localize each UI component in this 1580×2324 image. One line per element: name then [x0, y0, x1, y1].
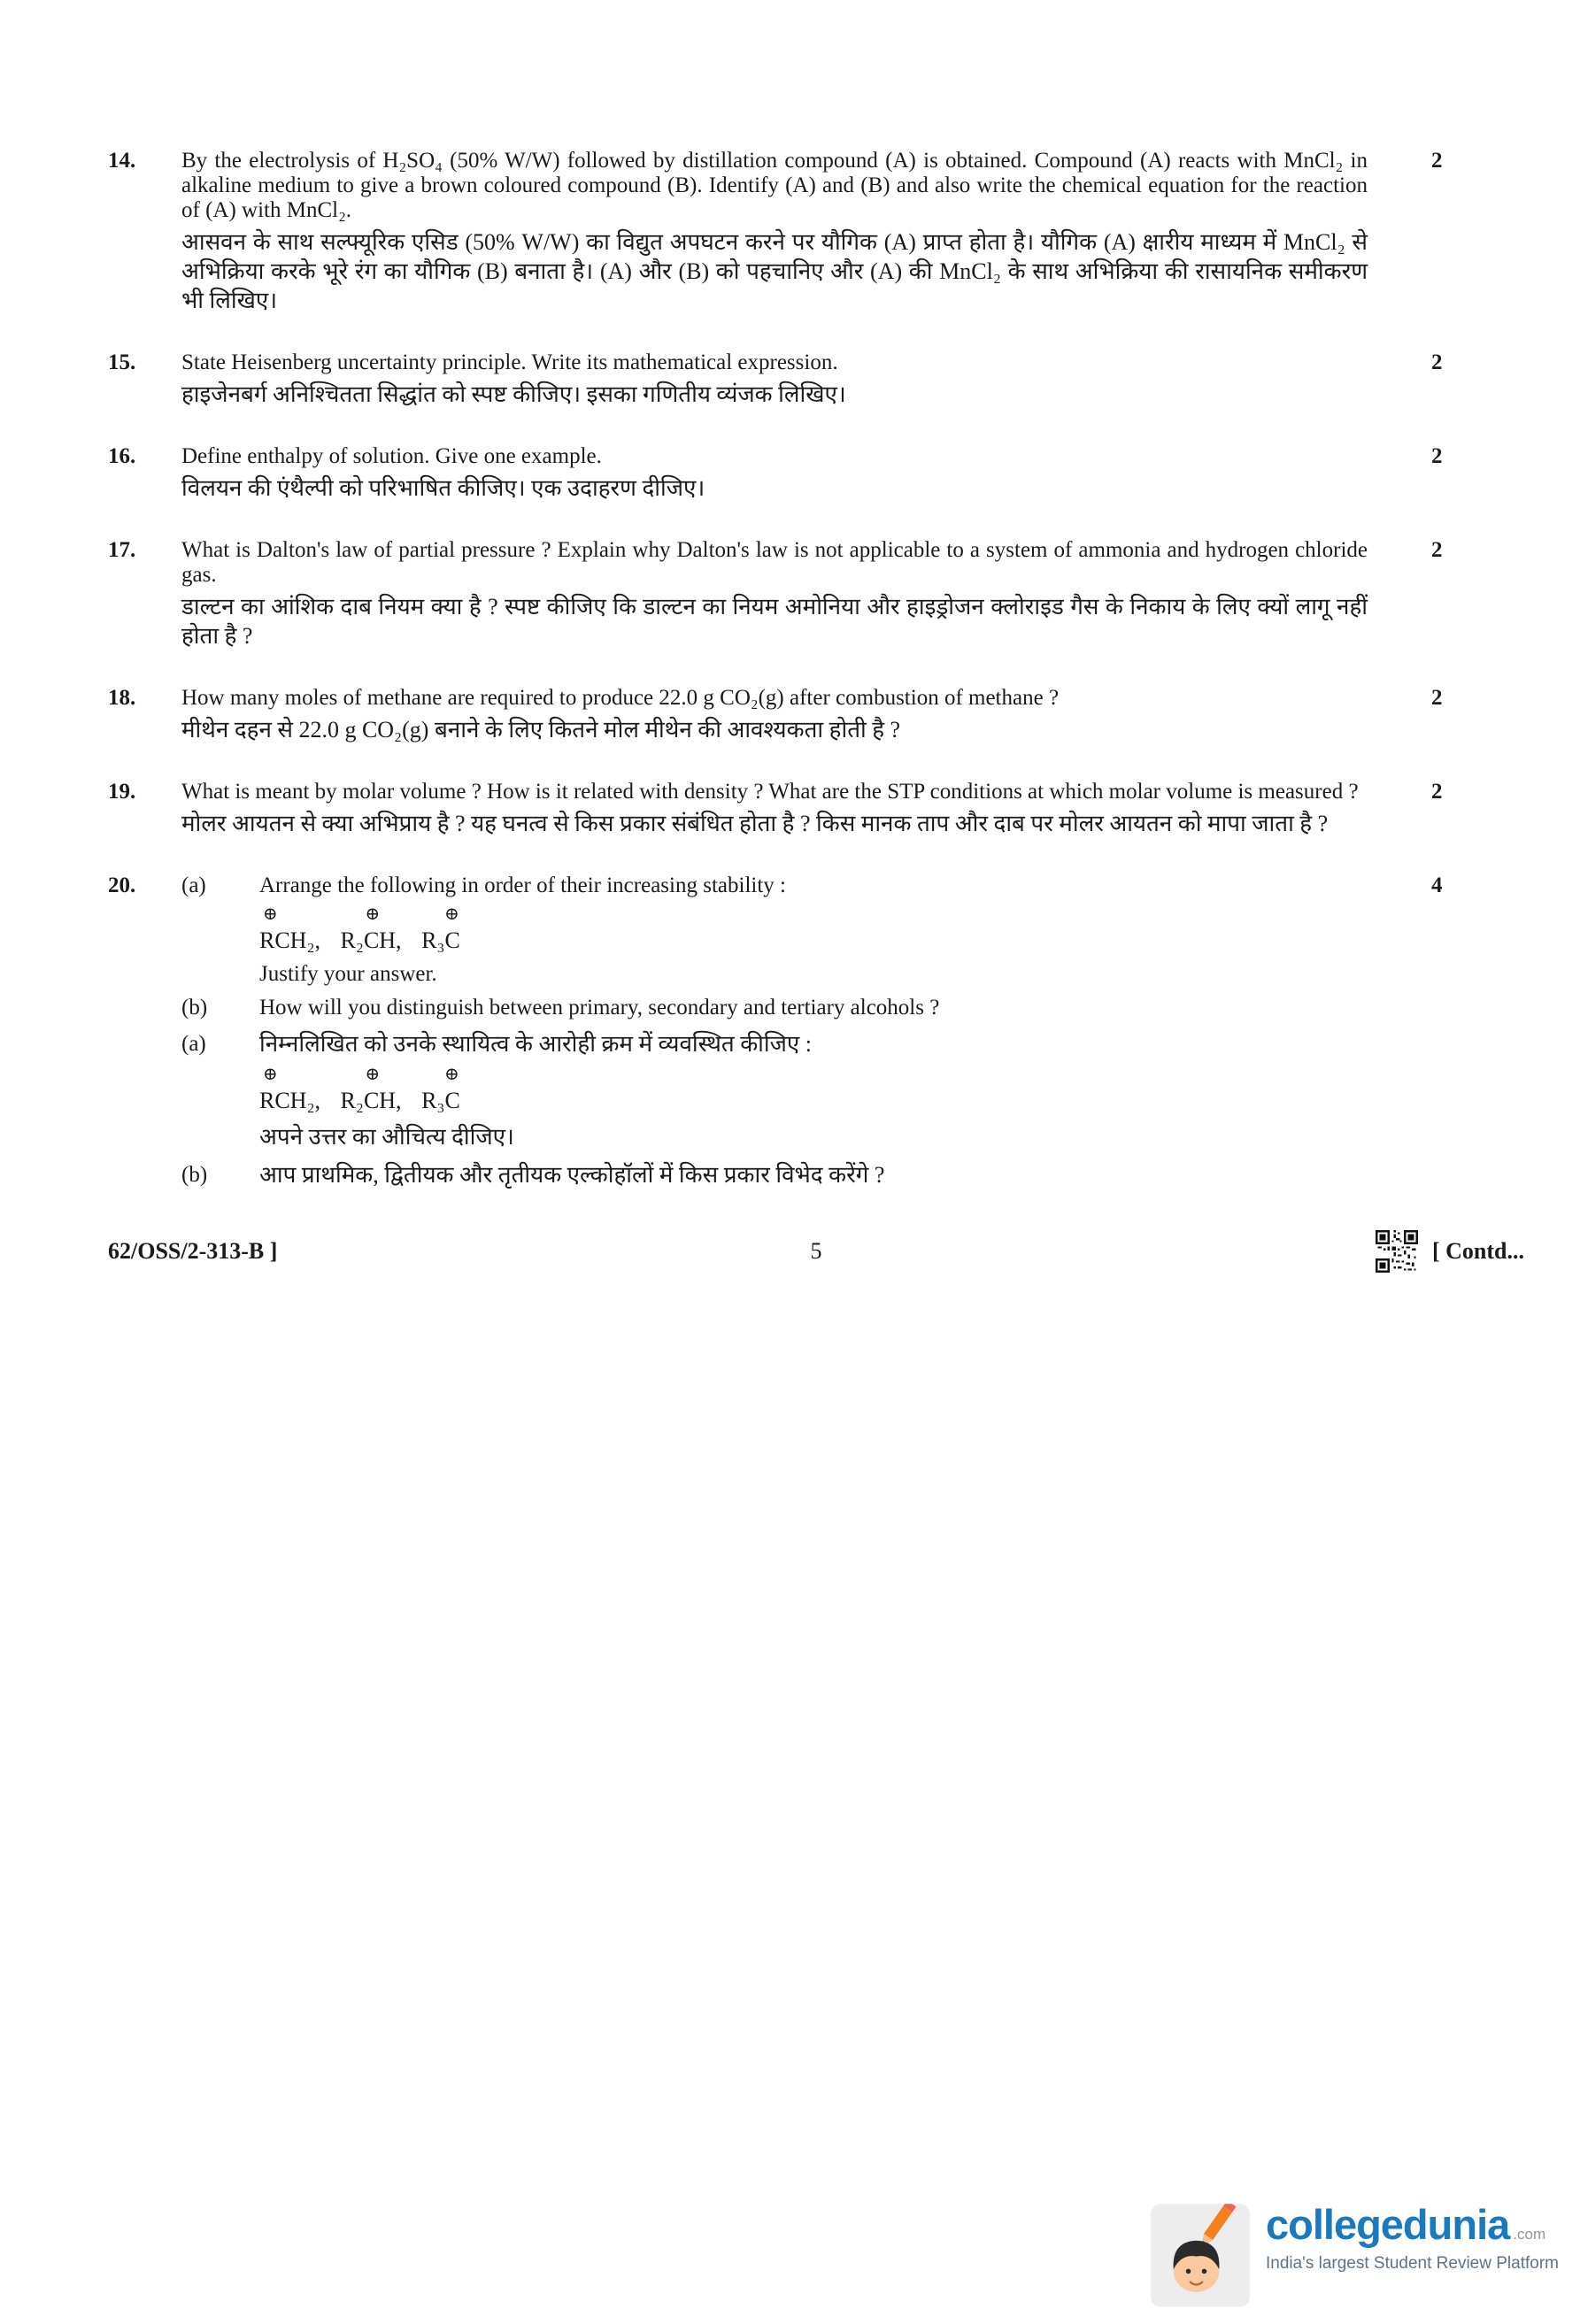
question-text-hindi: आसवन के साथ सल्फ्यूरिक एसिड (50% W/W) का विद्युत अपघटन करने पर यौगिक (A) प्राप्त होता है। यौगिक (A) क्षारीय माध्यम में MnCl₂ से अभिक्रिया करके भूरे रंग का यौगिक (B) बनाता है। (A) और (B) को पहचानिए और (A) की MnCl₂ के साथ अभिक्रिया की रासायनिक समीकरण भी लिखिए।: [181, 229, 1368, 313]
question-text-hindi: मीथेन दहन से 22.0 g CO₂(g) बनाने के लिए कितने मोल मीथेन की आवश्यकता होती है ?: [181, 717, 901, 743]
part-label: (a): [181, 873, 206, 897]
collegedunia-mascot-icon: [1151, 2204, 1250, 2312]
question-body: [181, 149, 1368, 315]
question-text-hindi: विलयन की एंथैल्पी को परिभाषित कीजिए। एक उदाहरण दीजिए।: [181, 475, 705, 501]
question-body: [181, 873, 1368, 1189]
circled-plus-icon: ⊕: [263, 1065, 278, 1084]
question-number: 17.: [108, 538, 136, 562]
question-20-part-b-hindi: [181, 1160, 1368, 1189]
questions-area: [108, 149, 1524, 1273]
question-text-hindi: डाल्टन का आंशिक दाब नियम क्या है ? स्पष्ट कीजिए कि डाल्टन का नियम अमोनिया और हाइड्रोजन क्लोराइड गैस के निकाय के लिए क्यों लागू नहीं होता है ?: [181, 594, 1368, 649]
question-16: [108, 444, 1524, 503]
question-20-part-a-hindi: [181, 1029, 1368, 1151]
page-footer: [108, 1230, 1524, 1273]
formula-text: R₂CH,: [340, 927, 402, 953]
part-text: Arrange the following in order of their increasing stability :: [259, 873, 786, 897]
question-marks: 2: [1431, 780, 1443, 804]
question-body: [181, 686, 1368, 744]
part-followup-hindi: अपने उत्तर का औचित्य दीजिए।: [259, 1124, 514, 1150]
question-text-english: Define enthalpy of solution. Give one example.: [181, 444, 602, 468]
circled-plus-icon: ⊕: [365, 904, 381, 924]
circled-plus-icon: ⊕: [444, 1065, 459, 1084]
question-14: [108, 149, 1524, 315]
question-19: [108, 780, 1524, 838]
question-number: 14.: [108, 149, 136, 173]
contd-label: [ Contd...: [1431, 1238, 1524, 1264]
question-marks: 2: [1431, 444, 1443, 468]
carbocation-rch2: [259, 1065, 321, 1113]
carbocation-r2ch: [340, 1065, 402, 1113]
brand-domain-suffix: .com: [1513, 2226, 1546, 2243]
question-text-english: State Heisenberg uncertainty principle. Write its mathematical expression.: [181, 350, 838, 374]
carbocation-r3c: [421, 1065, 460, 1113]
carbocation-r2ch: [340, 904, 402, 953]
question-20: [108, 873, 1524, 1189]
formula-text: R₃C: [421, 1088, 460, 1113]
formula-text: RCH₂,: [259, 927, 321, 953]
paper-code: 62/OSS/2-313-B ]: [108, 1238, 278, 1264]
part-text-hindi: आप प्राथमिक, द्वितीयक और तृतीयक एल्कोहॉलों में किस प्रकार विभेद करेंगे ?: [259, 1162, 885, 1188]
part-label: (b): [181, 1163, 208, 1187]
question-text-hindi: मोलर आयतन से क्या अभिप्राय है ? यह घनत्व से किस प्रकार संबंधित होता है ? किस मानक ताप और दाब पर मोलर आयतन को मापा जाता है ?: [181, 811, 1329, 836]
question-marks: 2: [1431, 149, 1443, 173]
carbocation-r3c: [421, 904, 460, 953]
question-15: [108, 350, 1524, 409]
part-label: (a): [181, 1032, 206, 1056]
question-number: 15.: [108, 350, 136, 374]
formula-text: R₂CH,: [340, 1088, 402, 1113]
question-20-part-a-english: [181, 873, 1368, 987]
question-text-english: How many moles of methane are required to produce 22.0 g CO₂(g) after combustion of methane ?: [181, 686, 1060, 710]
collegedunia-branding: [1151, 2201, 1559, 2312]
question-20-part-b-english: [181, 996, 1368, 1020]
circled-plus-icon: ⊕: [365, 1065, 381, 1084]
brand-name: collegedunia: [1265, 2201, 1510, 2248]
question-body: [181, 444, 1368, 503]
part-text-hindi: निम्नलिखित को उनके स्थायित्व के आरोही क्रम में व्यवस्थित कीजिए :: [259, 1031, 813, 1057]
question-marks: 2: [1431, 538, 1443, 562]
question-body: [181, 350, 1368, 409]
question-number: 18.: [108, 686, 136, 710]
part-text: How will you distinguish between primary, secondary and tertiary alcohols ?: [259, 996, 940, 1020]
carbocation-series: [259, 1065, 1368, 1113]
question-text-english: What is meant by molar volume ? How is it related with density ? What are the STP conditions at which molar volume is measured ?: [181, 780, 1359, 804]
question-body: [181, 538, 1368, 650]
formula-text: R₃C: [421, 927, 460, 953]
question-17: [108, 538, 1524, 650]
question-text-hindi: हाइजेनबर्ग अनिश्चितता सिद्धांत को स्पष्ट कीजिए। इसका गणितीय व्यंजक लिखिए।: [181, 381, 846, 407]
question-text-english: By the electrolysis of H₂SO₄ (50% W/W) followed by distillation compound (A) is obtained. Compound (A) reacts with MnCl₂ in alkaline medium to give a brown coloured compound (B). Identify (A) and (B) and also write the chemical equation for the reaction of (A) with MnCl₂.: [181, 149, 1368, 222]
carbocation-series: [259, 904, 1368, 953]
circled-plus-icon: ⊕: [444, 904, 459, 924]
question-number: 20.: [108, 873, 136, 897]
question-marks: 2: [1431, 686, 1443, 710]
page-number: 5: [810, 1238, 822, 1264]
question-marks: 2: [1431, 350, 1443, 374]
question-number: 16.: [108, 444, 136, 468]
circled-plus-icon: ⊕: [263, 904, 278, 924]
part-label: (b): [181, 996, 208, 1020]
question-number: 19.: [108, 780, 136, 804]
part-followup: Justify your answer.: [259, 962, 437, 986]
question-marks: 4: [1431, 873, 1443, 897]
formula-text: RCH₂,: [259, 1088, 321, 1113]
brand-tagline: India's largest Student Review Platform: [1265, 2254, 1559, 2273]
carbocation-rch2: [259, 904, 321, 953]
qr-code-icon: [1376, 1230, 1418, 1273]
question-18: [108, 686, 1524, 744]
question-text-english: What is Dalton's law of partial pressure ? Explain why Dalton's law is not applicable to a system of ammonia and hydrogen chloride gas.: [181, 538, 1368, 587]
question-body: [181, 780, 1368, 838]
